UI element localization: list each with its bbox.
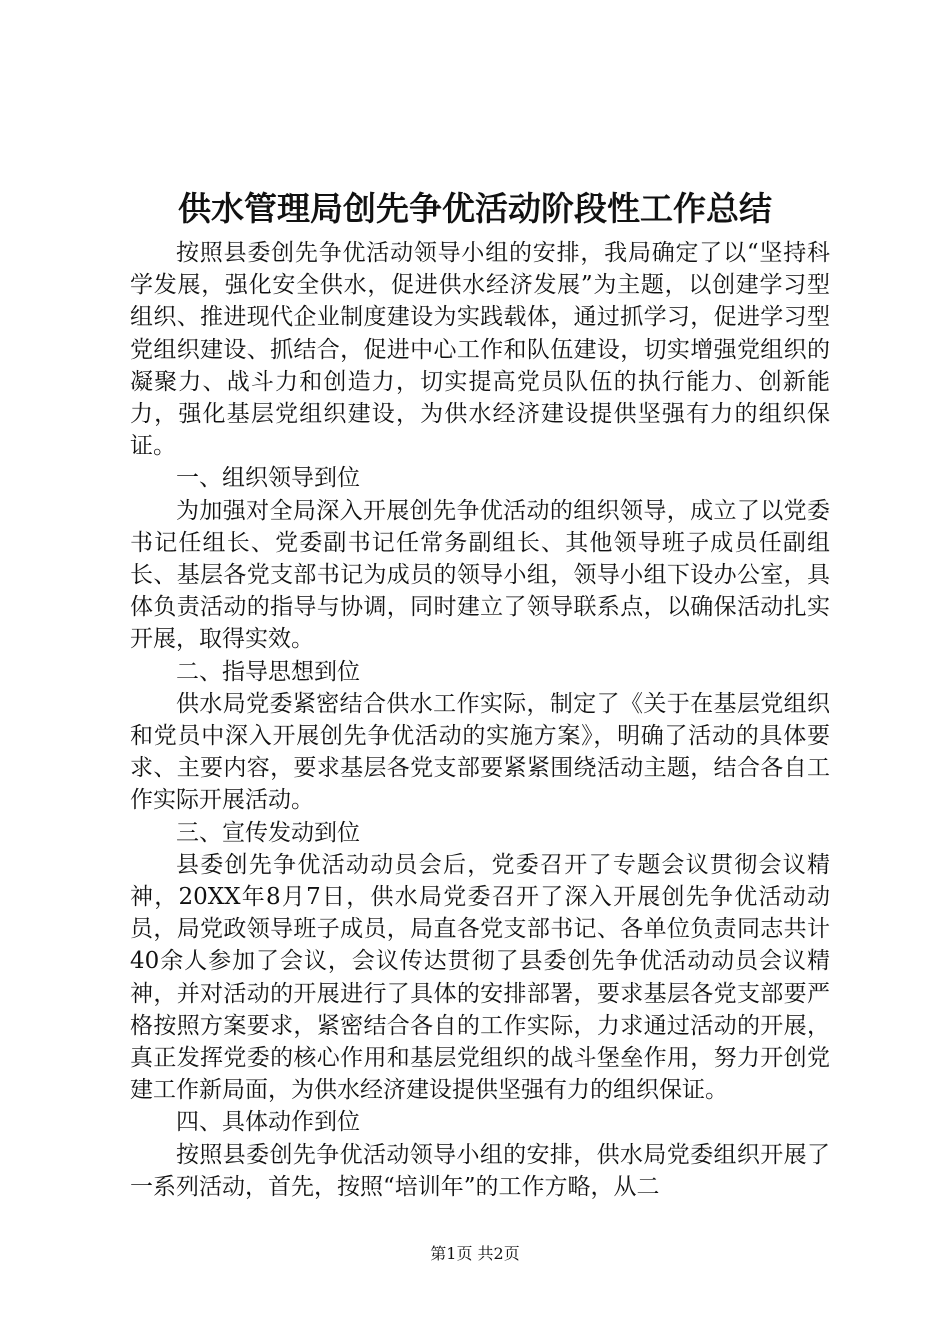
page-footer: 第1页 共2页 [430,1244,520,1263]
document-title: 供水管理局创先争优活动阶段性工作总结 [178,189,772,228]
paragraph-section-4: 按照县委创先争优活动领导小组的安排，供水局党委组织开展了一系列活动，首先，按照“培训年”的工作方略，从二 [130,1141,830,1200]
paragraph-section-2: 供水局党委紧密结合供水工作实际，制定了《关于在基层党组织和党员中深入开展创先争优活动的实施方案》，明确了活动的具体要求、主要内容，要求基层各党支部要紧紧围绕活动主题，结合各自工作实际开展活动。 [130,690,830,814]
section-heading-2: 二、指导思想到位 [176,658,360,685]
section-heading-4: 四、具体动作到位 [176,1109,360,1136]
section-heading-1: 一、组织领导到位 [176,465,360,492]
paragraph-section-1: 为加强对全局深入开展创先争优活动的组织领导，成立了以党委书记任组长、党委副书记任常务副组长、其他领导班子成员任副组长、基层各党支部书记为成员的领导小组，领导小组下设办公室，具体负责活动的指导与协调，同时建立了领导联系点，以确保活动扎实开展，取得实效。 [130,497,830,653]
paragraph-intro: 按照县委创先争优活动领导小组的安排，我局确定了以“坚持科学发展，强化安全供水，促进供水经济发展”为主题，以创建学习型组织、推进现代企业制度建设为实践载体，通过抓学习，促进学习型党组织建设、抓结合，促进中心工作和队伍建设，切实增强党组织的凝聚力、战斗力和创造力，切实提高党员队伍的执行能力、创新能力，强化基层党组织建设，为供水经济建设提供坚强有力的组织保证。 [130,240,830,460]
section-heading-3: 三、宣传发动到位 [176,819,360,846]
document-body [130,237,830,1203]
paragraph-section-3: 县委创先争优活动动员会后，党委召开了专题会议贯彻会议精神，20XX年8月7日，供水局党委召开了深入开展创先争优活动动员，局党政领导班子成员，局直各党支部书记、各单位负责同志共计40余人参加了会议，会议传达贯彻了县委创先争优活动动员会议精神，并对活动的开展进行了具体的安排部署，要求基层各党支部要严格按照方案要求，紧密结合各自的工作实际，力求通过活动的开展，真正发挥党委的核心作用和基层党组织的战斗堡垒作用，努力开创党建工作新局面，为供水经济建设提供坚强有力的组织保证。 [130,851,830,1104]
